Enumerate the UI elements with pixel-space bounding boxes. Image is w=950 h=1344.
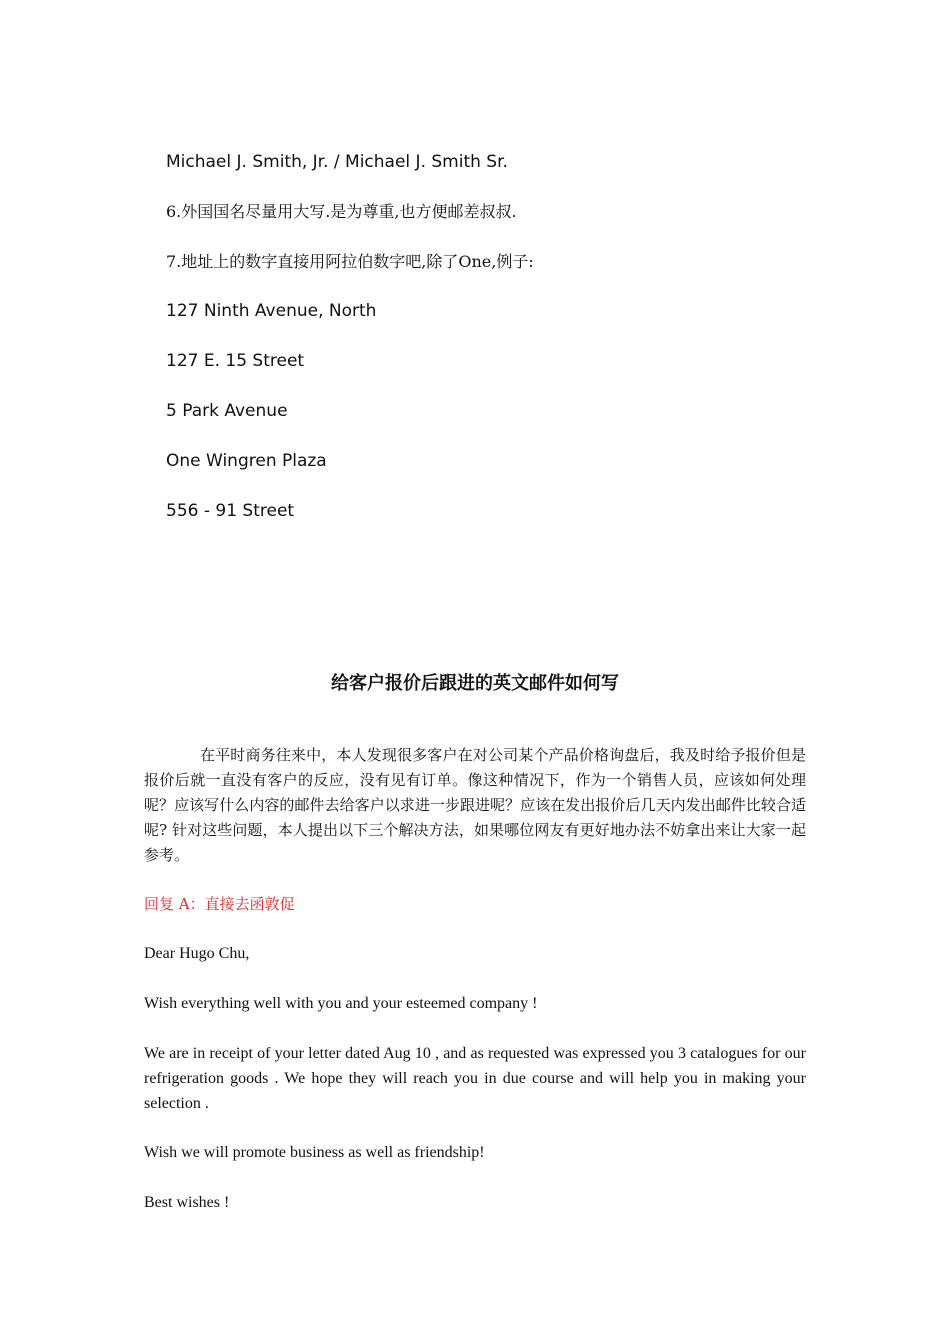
address-line: 556 - 91 Street xyxy=(166,501,295,521)
letter-line: Wish we will promote business as well as friendship! xyxy=(144,1144,485,1161)
letter-paragraph: We are in receipt of your letter dated Aug 10 , and as requested was expressed you 3 catalogues for our refrigeration goods . We hope they will reach you in due course and will help you in making your selection . xyxy=(144,1045,806,1112)
address-line: 127 Ninth Avenue, North xyxy=(166,301,377,321)
letter-line: Wish everything well with you and your esteemed company ! xyxy=(144,995,538,1012)
naming-example: Michael J. Smith, Jr. / Michael J. Smith Sr. xyxy=(166,152,508,172)
letter-salutation: Dear Hugo Chu, xyxy=(144,945,250,962)
article-intro: 在平时商务往来中，本人发现很多客户在对公司某个产品价格询盘后，我及时给予报价但是报价后就一直没有客户的反应，没有见有订单。像这种情况下，作为一个销售人员，应该如何处理呢？应该写什么内容的邮件去给客户以求进一步跟进呢？应该在发出报价后几天内发出邮件比较合适呢? 针对这些问题，本人提出以下三个解决方法，如果哪位网友有更好地办法不妨拿出来让大家一起参考。 xyxy=(144,746,806,864)
tip-7: 7.地址上的数字直接用阿拉伯数字吧,除了One,例子: xyxy=(166,252,534,271)
letter-closing: Best wishes ! xyxy=(144,1194,230,1211)
address-line: 5 Park Avenue xyxy=(166,401,288,421)
reply-heading: 回复 A：直接去函敦促 xyxy=(144,895,295,913)
tip-6: 6.外国国名尽量用大写.是为尊重,也方便邮差叔叔. xyxy=(166,202,517,221)
article-title: 给客户报价后跟进的英文邮件如何写 xyxy=(331,673,619,694)
address-line: 127 E. 15 Street xyxy=(166,351,305,371)
address-line: One Wingren Plaza xyxy=(166,451,327,471)
